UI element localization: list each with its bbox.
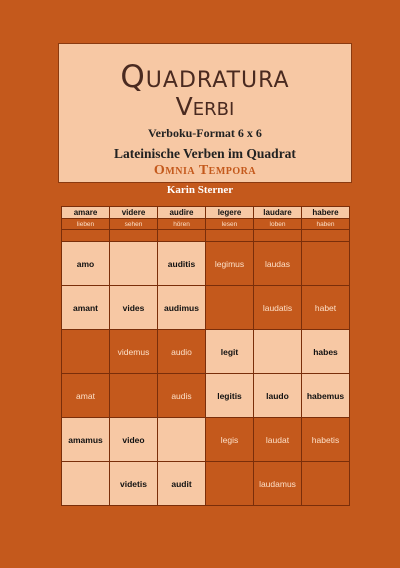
spacer-cell xyxy=(206,230,254,242)
grid-cell[interactable]: legit xyxy=(206,330,254,374)
grid-cell[interactable]: amamus xyxy=(62,418,110,462)
grid-cell[interactable] xyxy=(206,286,254,330)
grid-cell[interactable]: audis xyxy=(158,374,206,418)
grid-cell[interactable]: audit xyxy=(158,462,206,506)
grid-cell[interactable] xyxy=(110,374,158,418)
grid-row xyxy=(62,462,350,506)
translation-header: lesen xyxy=(206,219,254,230)
infinitive-header: audire xyxy=(158,207,206,219)
translation-header: haben xyxy=(302,219,350,230)
grid-cell[interactable]: habemus xyxy=(302,374,350,418)
infinitive-header: amare xyxy=(62,207,110,219)
grid-cell[interactable]: laudatis xyxy=(254,286,302,330)
grid-cell[interactable]: legitis xyxy=(206,374,254,418)
grid-cell[interactable] xyxy=(62,330,110,374)
translation-header: hören xyxy=(158,219,206,230)
grid-row xyxy=(62,374,350,418)
spacer-cell xyxy=(62,230,110,242)
grid-cell[interactable]: amant xyxy=(62,286,110,330)
subtitle: Lateinische Verben im Quadrat xyxy=(114,146,296,161)
infinitive-header: videre xyxy=(110,207,158,219)
spacer-cell xyxy=(110,230,158,242)
grid-row xyxy=(62,418,350,462)
translation-header: loben xyxy=(254,219,302,230)
edition-label: Omnia Tempora xyxy=(153,163,257,178)
title-panel xyxy=(58,43,352,183)
infinitive-header: habere xyxy=(302,207,350,219)
grid-cell[interactable]: habes xyxy=(302,330,350,374)
translation-row xyxy=(62,219,350,230)
grid-cell[interactable]: laudamus xyxy=(254,462,302,506)
grid-row xyxy=(62,286,350,330)
grid-cell[interactable] xyxy=(110,242,158,286)
spacer-cell xyxy=(302,230,350,242)
grid-cell[interactable]: audio xyxy=(158,330,206,374)
grid-cell[interactable]: legis xyxy=(206,418,254,462)
grid-cell[interactable]: video xyxy=(110,418,158,462)
grid-cell[interactable]: videmus xyxy=(110,330,158,374)
grid-row xyxy=(62,242,350,286)
translation-header: sehen xyxy=(110,219,158,230)
grid-cell[interactable]: amat xyxy=(62,374,110,418)
grid-cell[interactable]: videtis xyxy=(110,462,158,506)
translation-header: lieben xyxy=(62,219,110,230)
grid-cell[interactable]: amo xyxy=(62,242,110,286)
grid-cell[interactable]: auditis xyxy=(158,242,206,286)
grid-cell[interactable]: vides xyxy=(110,286,158,330)
grid-cell[interactable] xyxy=(62,462,110,506)
infinitive-header: laudare xyxy=(254,207,302,219)
grid-cell[interactable]: habet xyxy=(302,286,350,330)
grid-row xyxy=(62,330,350,374)
grid-cell[interactable]: habetis xyxy=(302,418,350,462)
infinitive-header: legere xyxy=(206,207,254,219)
grid-cell[interactable]: laudas xyxy=(254,242,302,286)
grid-cell[interactable]: legimus xyxy=(206,242,254,286)
grid-cell[interactable] xyxy=(158,418,206,462)
book-title-line1: Quadratura xyxy=(120,59,290,95)
grid-cell[interactable]: laudat xyxy=(254,418,302,462)
book-title-line2: Verbi xyxy=(175,92,235,121)
grid-cell[interactable] xyxy=(302,242,350,286)
grid-cell[interactable]: laudo xyxy=(254,374,302,418)
spacer-row xyxy=(62,230,350,242)
grid-cell[interactable] xyxy=(302,462,350,506)
spacer-cell xyxy=(254,230,302,242)
grid-cell[interactable] xyxy=(206,462,254,506)
grid-cell[interactable]: audimus xyxy=(158,286,206,330)
author-name: Karin Sterner xyxy=(166,184,234,196)
spacer-cell xyxy=(158,230,206,242)
verb-grid xyxy=(61,206,350,506)
infinitive-row xyxy=(62,207,350,219)
format-label: Verboku-Format 6 x 6 xyxy=(148,126,262,140)
grid-cell[interactable] xyxy=(254,330,302,374)
